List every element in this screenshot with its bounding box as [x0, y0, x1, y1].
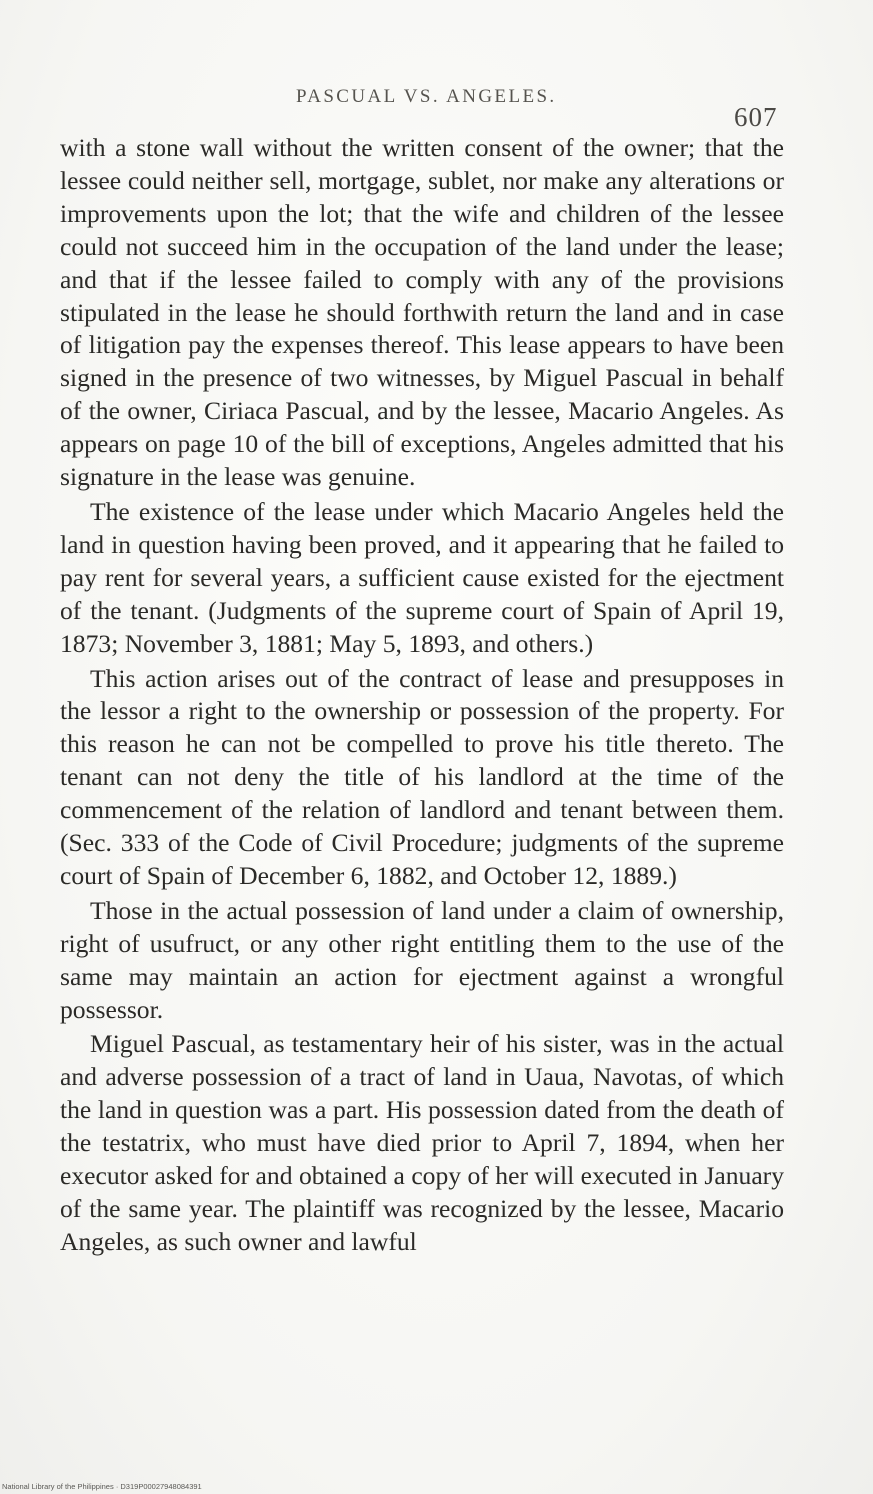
paragraph: Those in the actual possession of land under a claim of ownership, right of usufruct, or any other right entitling them to the use of the same may maintain an action for ejectment against a wrongful possessor. — [60, 895, 784, 1024]
paragraph: This action arises out of the contract of lease and presupposes in the lessor a right to the ownership or possession of the property. For this reason he can not be compelled to prove his title thereto. The tenant can not deny the title of his landlord at the time of the commencement of the relation of landlord and tenant between them. (Sec. 333 of the Code of Civil Procedure; judgments of the supreme court of Spain of December 6, 1882, and October 12, 1889.) — [60, 663, 784, 890]
paragraph: The existence of the lease under which Macario Angeles held the land in question having been proved, and it appearing that he failed to pay rent for several years, a sufficient cause existed for the ejectment of the tenant. (Judgments of the supreme court of Spain of April 19, 1873; November 3, 1881; May 5, 1893, and others.) — [60, 496, 784, 658]
running-head: PASCUAL VS. ANGELES. — [296, 86, 557, 107]
page-number: 607 — [734, 102, 778, 132]
scan-credit-footer: National Library of the Philippines · D319P00027948084391 — [2, 1482, 202, 1491]
paragraph: Miguel Pascual, as testamentary heir of his sister, was in the actual and adverse possession of a tract of land in Uaua, Navotas, of which the land in question was a part. His possession dated from the death of the testatrix, who must have died prior to April 7, 1894, when her executor asked for and obtained a copy of her will executed in January of the same year. The plaintiff was recognized by the lessee, Macario Angeles, as such owner and lawful — [60, 1029, 784, 1256]
paragraph-continued: with a stone wall without the written consent of the owner; that the lessee could neither sell, mortgage, sublet, nor make any alterations or improvements upon the lot; that the wife and children of the lessee could not succeed him in the occupation of the land under the lease; and that if the lessee failed to comply with any of the provisions stipulated in the lease he should forthwith return the land and in case of litigation pay the expenses thereof. This lease appears to have been signed in the presence of two witnesses, by Miguel Pascual in behalf of the owner, Ciriaca Pascual, and by the lessee, Macario Angeles. As appears on page 10 of the bill of exceptions, Angeles admitted that his signature in the lease was genuine. — [60, 133, 784, 492]
body-text — [60, 132, 784, 1259]
